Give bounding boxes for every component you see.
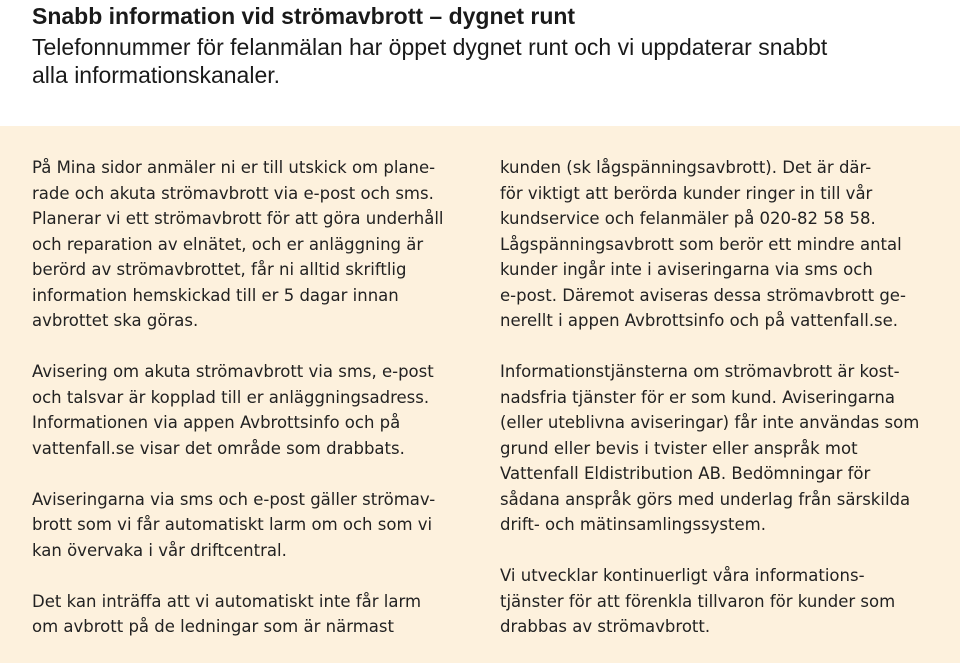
text-line: Aviseringarna via sms och e-post gäller strömav- bbox=[32, 489, 436, 509]
paragraph-mina-sidor bbox=[32, 155, 462, 334]
paragraph-larm bbox=[32, 589, 462, 640]
intro-line: Telefonnummer för felanmälan har öppet dygnet runt och vi uppdaterar snabbt bbox=[32, 34, 828, 60]
paragraph-informationstjanster bbox=[500, 359, 940, 538]
paragraph-avisering bbox=[32, 359, 462, 461]
text-line: information hemskickad till er 5 dagar innan bbox=[32, 285, 399, 305]
paragraph-utvecklar bbox=[500, 563, 940, 640]
text-line: brott som vi får automatiskt larm om och som vi bbox=[32, 515, 433, 534]
text-line: Lågspänningsavbrott som berör ett mindre antal bbox=[500, 234, 902, 254]
text-line: e-post. Däremot aviseras dessa strömavbrott ge- bbox=[500, 285, 906, 305]
text-line: nadsfria tjänster för er som kund. Aviseringarna bbox=[500, 387, 895, 407]
text-line: berörd av strömavbrottet, får ni alltid skriftlig bbox=[32, 260, 407, 279]
text-line: vattenfall.se visar det område som drabbats. bbox=[32, 438, 405, 458]
text-line: rade och akuta strömavbrott via e-post och sms. bbox=[32, 183, 434, 203]
left-column bbox=[32, 155, 462, 665]
text-line: avbrottet ska göras. bbox=[32, 311, 199, 330]
text-line: kundservice och felanmäler på 020-82 58 58. bbox=[500, 209, 876, 228]
text-line: om avbrott på de ledningar som är närmast bbox=[32, 617, 394, 636]
document-header bbox=[32, 2, 952, 89]
text-line: kunder ingår inte i aviseringarna via sms och bbox=[500, 260, 873, 279]
info-panel bbox=[0, 126, 960, 663]
text-line: (eller uteblivna aviseringar) får inte användas som bbox=[500, 413, 920, 432]
text-line: grund eller bevis i tvister eller anspråk mot bbox=[500, 438, 858, 458]
text-line: Informationen via appen Avbrottsinfo och på bbox=[32, 413, 401, 432]
text-line: Det kan inträffa att vi automatiskt inte får larm bbox=[32, 591, 422, 611]
text-line: Vattenfall Eldistribution AB. Bedömningar för bbox=[500, 464, 871, 483]
text-line: tjänster för att förenkla tillvaron för kunder som bbox=[500, 591, 896, 611]
text-line: drabbas av strömavbrott. bbox=[500, 617, 711, 636]
text-line: kunden (sk lågspänningsavbrott). Det är där- bbox=[500, 158, 872, 177]
text-line: Planerar vi ett strömavbrott för att göra underhåll bbox=[32, 209, 444, 228]
text-line: På Mina sidor anmäler ni er till utskick om plane- bbox=[32, 158, 436, 177]
text-line: för viktigt att berörda kunder ringer in till vår bbox=[500, 183, 873, 203]
paragraph-aviseringarna bbox=[32, 487, 462, 564]
paragraph-lagspanning bbox=[500, 155, 940, 334]
text-line: Avisering om akuta strömavbrott via sms, e-post bbox=[32, 362, 434, 381]
intro-line: alla informationskanaler. bbox=[32, 62, 281, 88]
text-line: kan övervaka i vår driftcentral. bbox=[32, 540, 287, 560]
text-line: drift- och mätinsamlingssystem. bbox=[500, 515, 766, 534]
text-line: nerellt i appen Avbrottsinfo och på vattenfall.se. bbox=[500, 311, 899, 330]
text-line: Informationstjänsterna om strömavbrott är kost- bbox=[500, 362, 900, 381]
text-line: och reparation av elnätet, och er anläggning är bbox=[32, 234, 424, 254]
intro-text bbox=[32, 33, 952, 89]
right-column bbox=[500, 155, 940, 665]
text-line: och talsvar är kopplad till er anläggningsadress. bbox=[32, 387, 430, 407]
text-line: Vi utvecklar kontinuerligt våra informations- bbox=[500, 566, 865, 585]
text-line: sådana anspråk görs med underlag från särskilda bbox=[500, 489, 911, 509]
page-title: Snabb information vid strömavbrott – dygnet runt bbox=[32, 3, 576, 29]
